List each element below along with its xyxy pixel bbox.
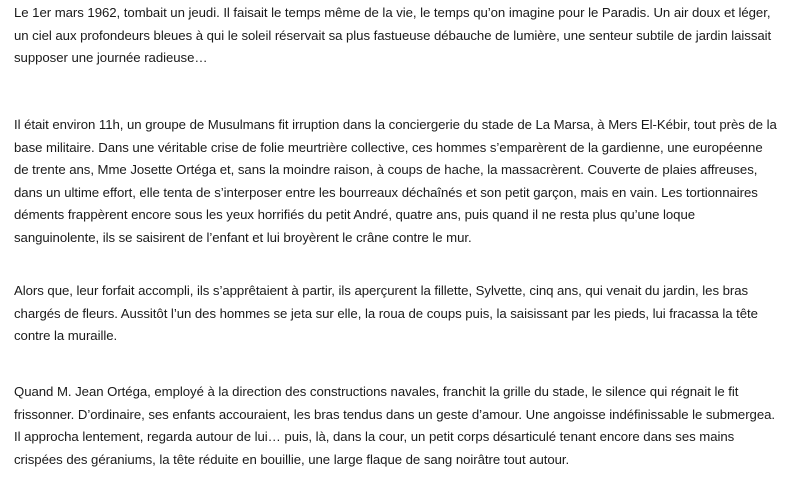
paragraph-4: Quand M. Jean Ortéga, employé à la direction des constructions navales, franchit la grille du stade, le silence qui régnait le fit frissonner. D’ordinaire, ses enfants accouraient, les bras tendus dans un geste d’amour. Une angoisse indéfinissable le submergea. Il approcha lentement, regarda autour de lui… puis, là, dans la cour, un petit corps désarticulé tenant encore dans ses mains crispées des géraniums, la tête réduite en bouillie, une large flaque de sang noirâtre tout autour. [14,384,776,467]
paragraph-1: Le 1er mars 1962, tombait un jeudi. Il faisait le temps même de la vie, le temps qu’on imagine pour le Paradis. Un air doux et léger, un ciel aux profondeurs bleues à qui le soleil réservait sa plus fastueuse débauche de lumière, une senteur subtile de jardin laissait supposer une journée radieuse… [14,5,772,66]
paragraph-2: Il était environ 11h, un groupe de Musulmans fit irruption dans la conciergerie du stade de La Marsa, à Mers El-Kébir, tout près de la base militaire. Dans une véritable crise de folie meurtrière collective, ces hommes s’emparèrent de la gardienne, une européenne de trente ans, Mme Josette Ortéga et, sans la moindre raison, à coups de hache, la massacrèrent. Couverte de plaies affreuses, dans un ultime effort, elle tenta de s’interposer entre les bourreaux déchaînés et son petit garçon, mais en vain. Les tortionnaires déments frappèrent encore sous les yeux horrifiés du petit André, quatre ans, puis quand il ne resta plus qu’une loque sanguinolente, ils se saisirent de l’enfant et lui broyèrent le crâne contre le mur. [14,117,777,245]
paragraph-3: Alors que, leur forfait accompli, ils s’apprêtaient à partir, ils aperçurent la fillette, Sylvette, cinq ans, qui venait du jardin, les bras chargés de fleurs. Aussitôt l’un des hommes se jeta sur elle, la roua de coups puis, la saisissant par les pieds, lui fracassa la tête contre la muraille. [14,283,758,344]
